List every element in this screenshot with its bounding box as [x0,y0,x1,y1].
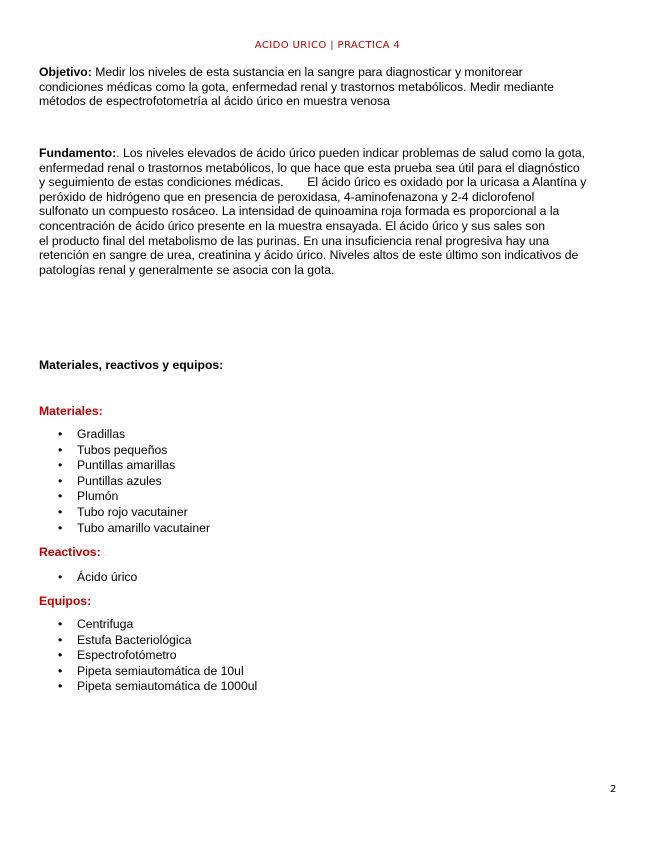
list-item: • Tubos pequeños [58,443,210,459]
page-number: 2 [610,784,617,795]
equipos-heading: Equipos: [39,594,92,608]
fundamento-text-1: . Los niveles elevados de ácido úrico pueden indicar problemas de salud como la gota, [116,146,586,160]
fundamento-line-6: concentración de ácido úrico presente en la muestra ensayada. El ácido úrico y sus sales son [39,218,546,233]
list-item: • Tubo rojo vacutainer [58,505,210,521]
objetivo-paragraph [39,65,619,109]
fundamento-line-2: enfermedad renal o trastornos metabólicos, lo que hace que esta prueba sea útil para el diagnóstico [39,160,580,175]
materiales-list [58,427,210,536]
list-item: • Estufa Bacteriológica [58,633,257,649]
list-item: • Ácido úrico [58,570,137,586]
fundamento-line-5: sulfonato un compuesto rosáceo. La intensidad de quinoamina roja formada es proporcional a la [39,204,560,219]
fundamento-line-1 [39,146,619,161]
fundamento-line-8: retención en sangre de urea, creatinina y ácido úrico. Niveles altos de este último son indicativos de [39,248,579,263]
list-item: • Tubo amarillo vacutainer [58,521,210,537]
reactivos-heading: Reactivos: [39,545,101,559]
reactivos-list [58,570,137,586]
list-item: • Gradillas [58,427,210,443]
objetivo-line-3: métodos de espectrofotometría al ácido úrico en muestra venosa [39,94,390,109]
equipos-list [58,617,257,695]
objetivo-label: Objetivo: [39,65,92,79]
fundamento-label: Fundamento: [39,146,117,160]
list-item: • Puntillas amarillas [58,458,210,474]
fundamento-line-7: el producto final del metabolismo de las purinas. En una insuficiencia renal progresiva hay una [39,233,550,248]
fundamento-paragraph [39,146,619,277]
list-item: • Plumón [58,489,210,505]
objetivo-line-2: condiciones médicas como la gota, enfermedad renal y trastornos metabólicos. Medir mediante [39,79,554,94]
fundamento-line-3: y seguimiento de estas condiciones médicas. El ácido úrico es oxidado por la uricasa a Alantína y [39,175,587,190]
list-item: • Pipeta semiautomática de 1000ul [58,679,257,695]
objetivo-line-1 [39,65,619,80]
materiales-heading: Materiales: [39,404,103,418]
fundamento-line-9: patologías renal y generalmente se asocia con la gota. [39,262,335,277]
materiales-reactivos-equipos-heading: Materiales, reactivos y equipos: [39,358,224,372]
fundamento-line-4: peróxido de hidrógeno que en presencia de peroxidasa, 4-aminofenazona y 2-4 diclorofenol [39,189,535,204]
list-item: • Espectrofotómetro [58,648,257,664]
list-item: • Pipeta semiautomática de 10ul [58,664,257,680]
document-header-title: ACIDO URICO | PRACTICA 4 [254,40,401,51]
list-item: • Centrifuga [58,617,257,633]
objetivo-text-1: Medir los niveles de esta sustancia en la sangre para diagnosticar y monitorear [91,65,523,79]
list-item: • Puntillas azules [58,474,210,490]
